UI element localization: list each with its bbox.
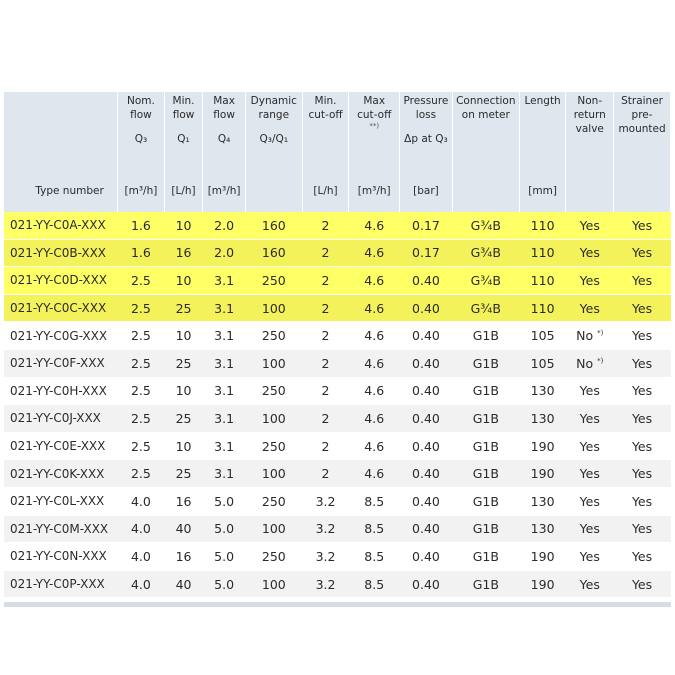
cell-nrv-value: Yes: [579, 521, 600, 537]
cell-min: 25: [164, 460, 203, 488]
cell-nom: 2.5: [118, 294, 165, 322]
header-max-flow: [203, 92, 246, 184]
cell-len: 105: [519, 349, 566, 377]
cell-conn: G1B: [452, 543, 519, 571]
cell-str: Yes: [614, 405, 671, 433]
cell-maxcut: 4.6: [349, 432, 400, 460]
cell-nrv: [566, 570, 614, 598]
header-non-return-unit: [566, 184, 614, 212]
cell-pl: 0.40: [400, 294, 453, 322]
cell-type: 021-YY-C0B-XXX: [4, 239, 118, 267]
cell-str: Yes: [614, 487, 671, 515]
cell-cut: 2: [302, 460, 349, 488]
cell-dyn: 250: [245, 377, 302, 405]
cell-min: 40: [164, 515, 203, 543]
cell-len: 190: [519, 460, 566, 488]
cell-len: 130: [519, 377, 566, 405]
cell-str: Yes: [614, 377, 671, 405]
header-min-cutoff: [302, 92, 349, 184]
cell-pl: 0.40: [400, 432, 453, 460]
cell-nrv-value: Yes: [579, 466, 600, 482]
cell-nrv: [566, 212, 614, 239]
cell-len: 190: [519, 570, 566, 598]
table-row: [4, 294, 671, 322]
header-pressure-loss-line2: loss: [415, 109, 437, 121]
header-min-cutoff-unit: [L/h]: [302, 184, 349, 212]
header-pressure-loss-line1: Pressure: [403, 95, 449, 107]
cell-nrv-value: Yes: [579, 245, 600, 261]
header-min-flow-symbol: Q₁: [177, 133, 190, 145]
cell-conn: G1B: [452, 460, 519, 488]
header-strainer-line3: mounted: [618, 123, 666, 135]
header-max-flow-line2: flow: [213, 109, 235, 121]
cell-conn: G1B: [452, 487, 519, 515]
cell-len: 110: [519, 239, 566, 267]
header-nom-flow-unit: [m³/h]: [118, 184, 165, 212]
cell-nrv-value: Yes: [579, 576, 600, 592]
cell-nom: 2.5: [118, 322, 165, 350]
table-row: [4, 432, 671, 460]
cell-dyn: 100: [245, 515, 302, 543]
header-strainer: [614, 92, 671, 184]
cell-type: 021-YY-C0A-XXX: [4, 212, 118, 239]
cell-min: 10: [164, 432, 203, 460]
cell-nrv: [566, 322, 614, 350]
cell-type: 021-YY-C0C-XXX: [4, 294, 118, 322]
header-min-cutoff-line1: Min.: [314, 95, 337, 107]
cell-pl: 0.40: [400, 349, 453, 377]
cell-conn: G1B: [452, 432, 519, 460]
cell-nrv-value: Yes: [579, 272, 600, 288]
table-body: [4, 212, 671, 598]
cell-conn: G1B: [452, 570, 519, 598]
cell-nrv: [566, 377, 614, 405]
cell-min: 16: [164, 487, 203, 515]
cell-min: 25: [164, 405, 203, 433]
cell-nrv: [566, 239, 614, 267]
cell-dyn: 160: [245, 212, 302, 239]
cell-max: 5.0: [203, 487, 246, 515]
cell-str: Yes: [614, 239, 671, 267]
cell-nrv: [566, 487, 614, 515]
cell-type: 021-YY-C0K-XXX: [4, 460, 118, 488]
cell-str: Yes: [614, 570, 671, 598]
header-nom-flow-symbol: Q₃: [134, 133, 148, 145]
spec-table: [4, 92, 671, 598]
cell-maxcut: 4.6: [349, 239, 400, 267]
header-pressure-loss-unit: [bar]: [400, 184, 453, 212]
cell-nrv-value: Yes: [579, 493, 600, 509]
header-max-flow-line1: Max: [213, 95, 235, 107]
cell-pl: 0.40: [400, 570, 453, 598]
cell-cut: 3.2: [302, 543, 349, 571]
cell-str: Yes: [614, 460, 671, 488]
cell-nrv-value: Yes: [579, 217, 600, 233]
cell-str: Yes: [614, 543, 671, 571]
cell-cut: 2: [302, 239, 349, 267]
cell-str: Yes: [614, 349, 671, 377]
table-row: [4, 570, 671, 598]
cell-nrv-footnote: *): [597, 329, 604, 338]
cell-dyn: 100: [245, 460, 302, 488]
cell-conn: G¾B: [452, 267, 519, 295]
cell-str: Yes: [614, 432, 671, 460]
header-min-flow-line1: Min.: [172, 95, 195, 107]
header-connection-unit: [452, 184, 519, 212]
cell-nrv: [566, 432, 614, 460]
cell-dyn: 250: [245, 487, 302, 515]
cell-dyn: 250: [245, 322, 302, 350]
cell-conn: G1B: [452, 349, 519, 377]
cell-type: 021-YY-C0J-XXX: [4, 405, 118, 433]
cell-nrv-value: Yes: [579, 383, 600, 399]
bottom-rule: [4, 602, 671, 607]
spec-table-container: [4, 92, 671, 607]
table-row: [4, 515, 671, 543]
cell-len: 110: [519, 294, 566, 322]
cell-dyn: 250: [245, 432, 302, 460]
header-min-cutoff-line2: cut-off: [308, 109, 343, 121]
cell-max: 3.1: [203, 460, 246, 488]
cell-nrv-value: Yes: [579, 300, 600, 316]
header-pressure-loss: [400, 92, 453, 184]
header-min-flow-line2: flow: [172, 109, 195, 121]
cell-type: 021-YY-C0N-XXX: [4, 543, 118, 571]
cell-conn: G1B: [452, 405, 519, 433]
cell-str: Yes: [614, 212, 671, 239]
header-strainer-line2: pre-: [631, 109, 653, 121]
cell-conn: G¾B: [452, 294, 519, 322]
cell-min: 10: [164, 212, 203, 239]
table-row: [4, 239, 671, 267]
cell-nom: 4.0: [118, 487, 165, 515]
header-pressure-loss-symbol: Δp at Q₃: [404, 133, 448, 145]
cell-pl: 0.40: [400, 267, 453, 295]
header-length-unit: [mm]: [519, 184, 566, 212]
cell-len: 105: [519, 322, 566, 350]
cell-len: 110: [519, 267, 566, 295]
table-row: [4, 405, 671, 433]
cell-type: 021-YY-C0E-XXX: [4, 432, 118, 460]
cell-conn: G1B: [452, 377, 519, 405]
table-row: [4, 487, 671, 515]
cell-len: 130: [519, 405, 566, 433]
cell-nrv-value: No: [576, 328, 594, 344]
cell-min: 10: [164, 267, 203, 295]
cell-max: 2.0: [203, 212, 246, 239]
cell-cut: 2: [302, 212, 349, 239]
cell-max: 3.1: [203, 294, 246, 322]
cell-conn: G¾B: [452, 212, 519, 239]
cell-str: Yes: [614, 515, 671, 543]
header-max-cutoff-line1: Max: [363, 95, 386, 107]
cell-cut: 2: [302, 377, 349, 405]
cell-dyn: 100: [245, 570, 302, 598]
header-dynamic-range-line2: range: [258, 109, 290, 121]
cell-nom: 2.5: [118, 267, 165, 295]
cell-conn: G1B: [452, 515, 519, 543]
header-max-cutoff-line2: cut-off: [357, 109, 392, 121]
table-row: [4, 543, 671, 571]
cell-maxcut: 4.6: [349, 267, 400, 295]
cell-nom: 4.0: [118, 515, 165, 543]
header-strainer-unit: [614, 184, 671, 212]
header-nom-flow-line1: Nom.: [127, 95, 155, 107]
cell-nrv: [566, 349, 614, 377]
header-connection-line2: on meter: [461, 109, 510, 121]
header-non-return-line1: Non-: [577, 95, 603, 107]
cell-pl: 0.40: [400, 377, 453, 405]
cell-cut: 2: [302, 432, 349, 460]
cell-maxcut: 8.5: [349, 570, 400, 598]
cell-type: 021-YY-C0D-XXX: [4, 267, 118, 295]
cell-maxcut: 4.6: [349, 349, 400, 377]
cell-type: 021-YY-C0F-XXX: [4, 349, 118, 377]
header-dynamic-range-symbol: Q₃/Q₁: [259, 133, 289, 145]
cell-nom: 1.6: [118, 212, 165, 239]
table-header: [4, 92, 671, 212]
cell-conn: G¾B: [452, 239, 519, 267]
header-length: [519, 92, 566, 184]
cell-nrv: [566, 543, 614, 571]
header-max-flow-unit: [m³/h]: [203, 184, 246, 212]
cell-cut: 3.2: [302, 487, 349, 515]
cell-pl: 0.40: [400, 515, 453, 543]
cell-cut: 2: [302, 349, 349, 377]
cell-min: 10: [164, 322, 203, 350]
cell-nom: 2.5: [118, 377, 165, 405]
header-length-line1: Length: [524, 95, 561, 107]
cell-maxcut: 8.5: [349, 515, 400, 543]
header-max-cutoff: [349, 92, 400, 184]
cell-max: 2.0: [203, 239, 246, 267]
cell-max: 3.1: [203, 322, 246, 350]
header-max-flow-symbol: Q₄: [217, 133, 231, 145]
header-nom-flow-line2: flow: [130, 109, 152, 121]
cell-dyn: 100: [245, 349, 302, 377]
cell-nom: 2.5: [118, 432, 165, 460]
cell-nom: 4.0: [118, 570, 165, 598]
header-strainer-line1: Strainer: [621, 95, 663, 107]
cell-max: 3.1: [203, 349, 246, 377]
cell-str: Yes: [614, 267, 671, 295]
cell-dyn: 100: [245, 405, 302, 433]
cell-pl: 0.17: [400, 239, 453, 267]
cell-min: 25: [164, 349, 203, 377]
cell-pl: 0.40: [400, 322, 453, 350]
cell-maxcut: 4.6: [349, 460, 400, 488]
cell-max: 5.0: [203, 515, 246, 543]
cell-nrv: [566, 267, 614, 295]
cell-cut: 2: [302, 322, 349, 350]
cell-len: 110: [519, 212, 566, 239]
cell-maxcut: 4.6: [349, 405, 400, 433]
header-min-flow: [164, 92, 203, 184]
header-connection: [452, 92, 519, 184]
cell-type: 021-YY-C0M-XXX: [4, 515, 118, 543]
cell-nrv: [566, 405, 614, 433]
header-connection-line1: Connection: [456, 95, 516, 107]
cell-max: 3.1: [203, 267, 246, 295]
header-non-return-valve: [566, 92, 614, 184]
cell-str: Yes: [614, 322, 671, 350]
cell-nrv-value: Yes: [579, 548, 600, 564]
cell-nom: 2.5: [118, 349, 165, 377]
cell-pl: 0.17: [400, 212, 453, 239]
header-nom-flow: [118, 92, 165, 184]
header-dynamic-range: [245, 92, 302, 184]
cell-nrv: [566, 294, 614, 322]
cell-min: 10: [164, 377, 203, 405]
cell-nrv-value: No: [576, 355, 594, 371]
cell-maxcut: 4.6: [349, 294, 400, 322]
cell-min: 16: [164, 239, 203, 267]
cell-len: 190: [519, 432, 566, 460]
cell-min: 25: [164, 294, 203, 322]
cell-len: 190: [519, 543, 566, 571]
table-row: [4, 322, 671, 350]
cell-cut: 3.2: [302, 570, 349, 598]
table-row: [4, 267, 671, 295]
cell-pl: 0.40: [400, 487, 453, 515]
cell-cut: 2: [302, 294, 349, 322]
cell-max: 3.1: [203, 377, 246, 405]
cell-min: 40: [164, 570, 203, 598]
cell-maxcut: 4.6: [349, 322, 400, 350]
header-non-return-line2: return: [573, 109, 606, 121]
cell-max: 3.1: [203, 432, 246, 460]
cell-type: 021-YY-C0G-XXX: [4, 322, 118, 350]
cell-type: 021-YY-C0L-XXX: [4, 487, 118, 515]
table-row: [4, 349, 671, 377]
cell-dyn: 250: [245, 267, 302, 295]
header-max-cutoff-footnote: **): [369, 122, 380, 130]
cell-cut: 2: [302, 267, 349, 295]
cell-type: 021-YY-C0H-XXX: [4, 377, 118, 405]
cell-cut: 2: [302, 405, 349, 433]
cell-nrv-value: Yes: [579, 410, 600, 426]
cell-nrv: [566, 460, 614, 488]
cell-dyn: 100: [245, 294, 302, 322]
cell-str: Yes: [614, 294, 671, 322]
cell-cut: 3.2: [302, 515, 349, 543]
table-row: [4, 212, 671, 239]
cell-nrv: [566, 515, 614, 543]
cell-nrv-footnote: *): [597, 356, 604, 365]
cell-dyn: 160: [245, 239, 302, 267]
cell-nom: 4.0: [118, 543, 165, 571]
cell-pl: 0.40: [400, 405, 453, 433]
cell-len: 130: [519, 487, 566, 515]
cell-maxcut: 4.6: [349, 212, 400, 239]
cell-nom: 2.5: [118, 405, 165, 433]
cell-max: 5.0: [203, 543, 246, 571]
header-max-cutoff-unit: [m³/h]: [349, 184, 400, 212]
cell-nom: 1.6: [118, 239, 165, 267]
table-row: [4, 377, 671, 405]
cell-max: 3.1: [203, 405, 246, 433]
header-type-number: Type number: [4, 184, 118, 212]
cell-conn: G1B: [452, 322, 519, 350]
cell-maxcut: 8.5: [349, 487, 400, 515]
header-non-return-line3: valve: [575, 123, 604, 135]
header-dynamic-range-unit: [245, 184, 302, 212]
cell-min: 16: [164, 543, 203, 571]
table-row: [4, 460, 671, 488]
header-type-top: [4, 92, 118, 184]
header-dynamic-range-line1: Dynamic: [250, 95, 297, 107]
cell-maxcut: 4.6: [349, 377, 400, 405]
cell-pl: 0.40: [400, 543, 453, 571]
cell-max: 5.0: [203, 570, 246, 598]
cell-nom: 2.5: [118, 460, 165, 488]
cell-nrv-value: Yes: [579, 438, 600, 454]
cell-dyn: 250: [245, 543, 302, 571]
header-min-flow-unit: [L/h]: [164, 184, 203, 212]
cell-type: 021-YY-C0P-XXX: [4, 570, 118, 598]
cell-len: 130: [519, 515, 566, 543]
cell-maxcut: 8.5: [349, 543, 400, 571]
cell-pl: 0.40: [400, 460, 453, 488]
